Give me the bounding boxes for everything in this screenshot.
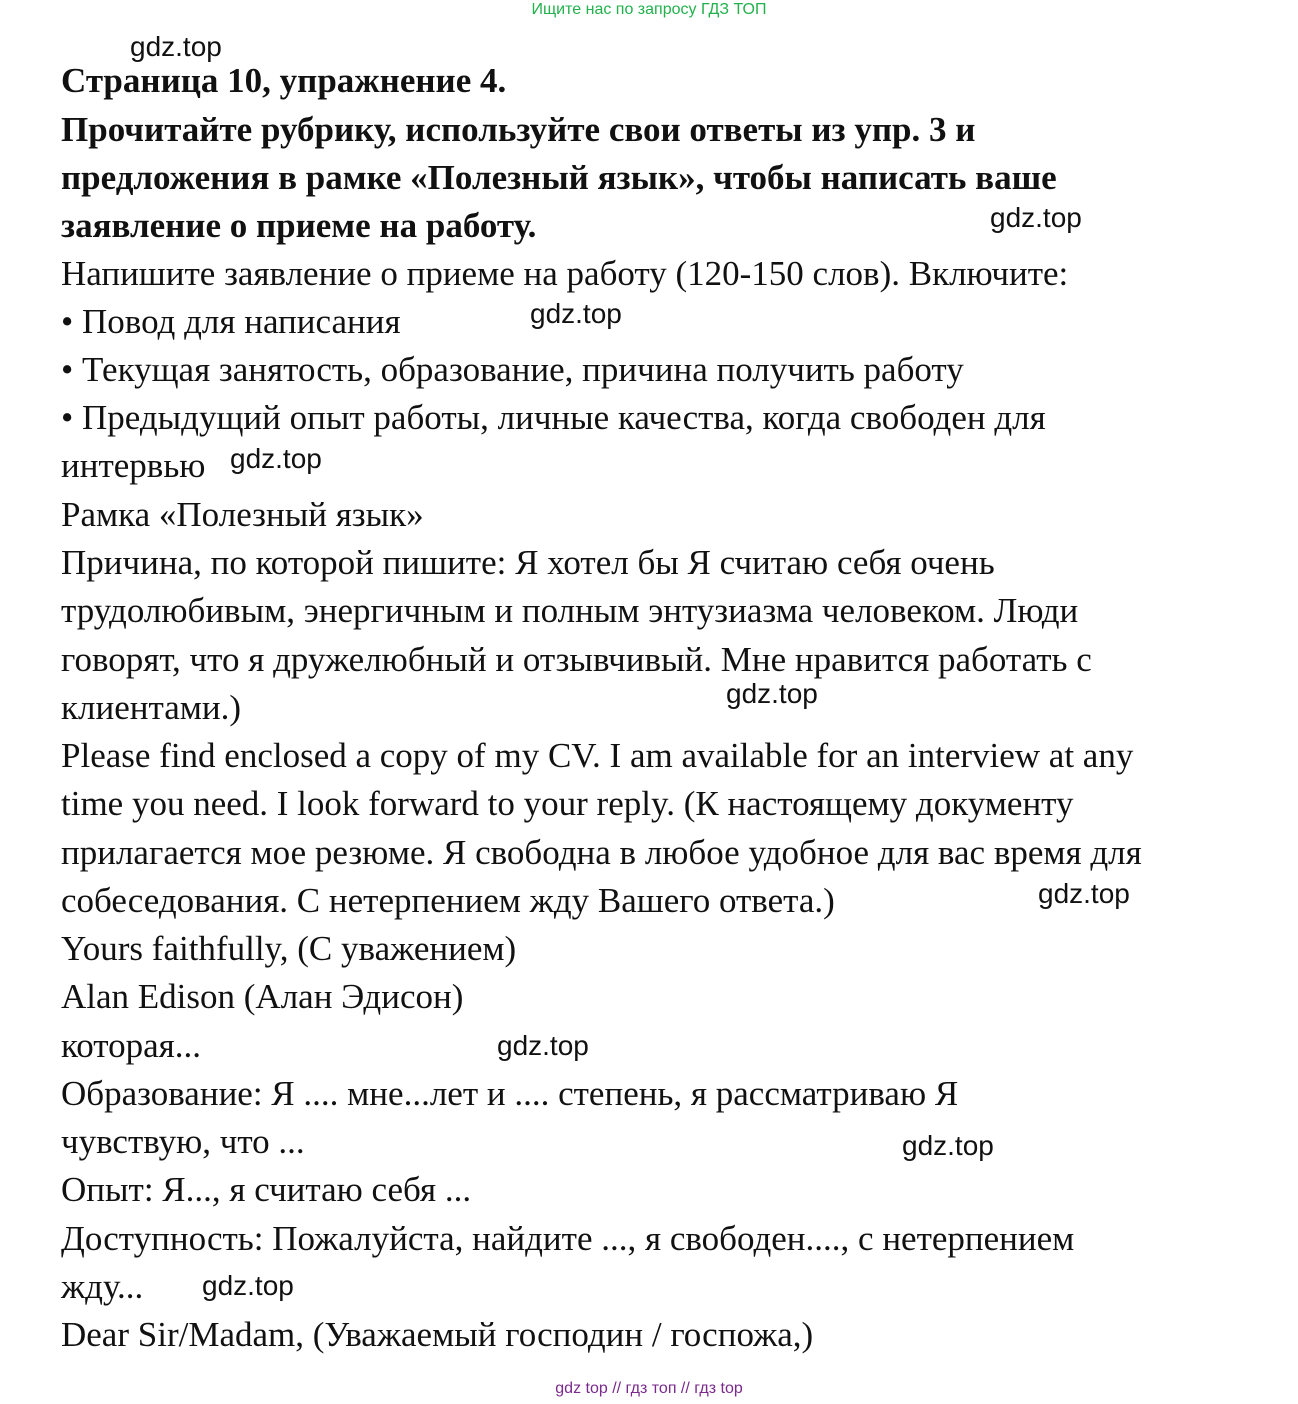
text-line: Dear Sir/Madam, (Уважаемый господин / госпожа,) xyxy=(61,1315,814,1354)
text-line: • Предыдущий опыт работы, личные качества, когда свободен для xyxy=(61,398,1046,437)
task-line: заявление о приеме на работу. xyxy=(61,206,537,245)
top-banner: Ищите нас по запросу ГДЗ ТОП xyxy=(531,1,767,18)
watermark: gdz.top xyxy=(530,298,622,329)
text-line: time you need. I look forward to your reply. (К настоящему документу xyxy=(61,784,1074,823)
text-line: Причина, по которой пишите: Я хотел бы Я считаю себя очень xyxy=(61,543,995,582)
text-line: • Текущая занятость, образование, причина получить работу xyxy=(61,350,964,389)
text-line: которая... xyxy=(61,1026,201,1065)
task-line: предложения в рамке «Полезный язык», чтобы написать ваше xyxy=(61,158,1057,197)
text-line: • Повод для написания xyxy=(61,302,401,341)
text-line: Напишите заявление о приеме на работу (120-150 слов). Включите: xyxy=(61,254,1069,293)
text-line: собеседования. С нетерпением жду Вашего ответа.) xyxy=(61,881,835,920)
text-line: говорят, что я дружелюбный и отзывчивый. Мне нравится работать с xyxy=(61,640,1092,679)
text-line: прилагается мое резюме. Я свободна в любое удобное для вас время для xyxy=(61,833,1142,872)
watermark: gdz.top xyxy=(202,1270,294,1301)
text-line: интервью xyxy=(61,446,206,485)
text-line: трудолюбивым, энергичным и полным энтузиазма человеком. Люди xyxy=(61,591,1079,630)
text-line: Alan Edison (Алан Эдисон) xyxy=(61,977,464,1016)
watermark: gdz.top xyxy=(1038,878,1130,909)
text-line: Yours faithfully, (С уважением) xyxy=(61,929,517,968)
watermark: gdz.top xyxy=(902,1130,994,1161)
text-line: жду... xyxy=(61,1267,144,1306)
watermark: gdz.top xyxy=(990,202,1082,233)
watermark: gdz.top xyxy=(230,443,322,474)
text-line: Доступность: Пожалуйста, найдите ..., я свободен...., с нетерпением xyxy=(61,1219,1075,1258)
text-line: Опыт: Я..., я считаю себя ... xyxy=(61,1170,472,1209)
task-line: Прочитайте рубрику, используйте свои ответы из упр. 3 и xyxy=(61,110,976,149)
page-title: Страница 10, упражнение 4. xyxy=(61,61,507,100)
text-line: чувствую, что ... xyxy=(61,1122,305,1161)
text-line: Образование: Я .... мне...лет и .... степень, я рассматриваю Я xyxy=(61,1074,959,1113)
footer-links: gdz top // гдз топ // гдз top xyxy=(555,1380,743,1397)
text-line: Рамка «Полезный язык» xyxy=(61,495,424,534)
watermark: gdz.top xyxy=(726,678,818,709)
watermark: gdz.top xyxy=(497,1030,589,1061)
watermark: gdz.top xyxy=(130,31,222,62)
text-line: клиентами.) xyxy=(61,688,242,727)
text-line: Please find enclosed a copy of my CV. I am available for an interview at any xyxy=(61,736,1134,775)
